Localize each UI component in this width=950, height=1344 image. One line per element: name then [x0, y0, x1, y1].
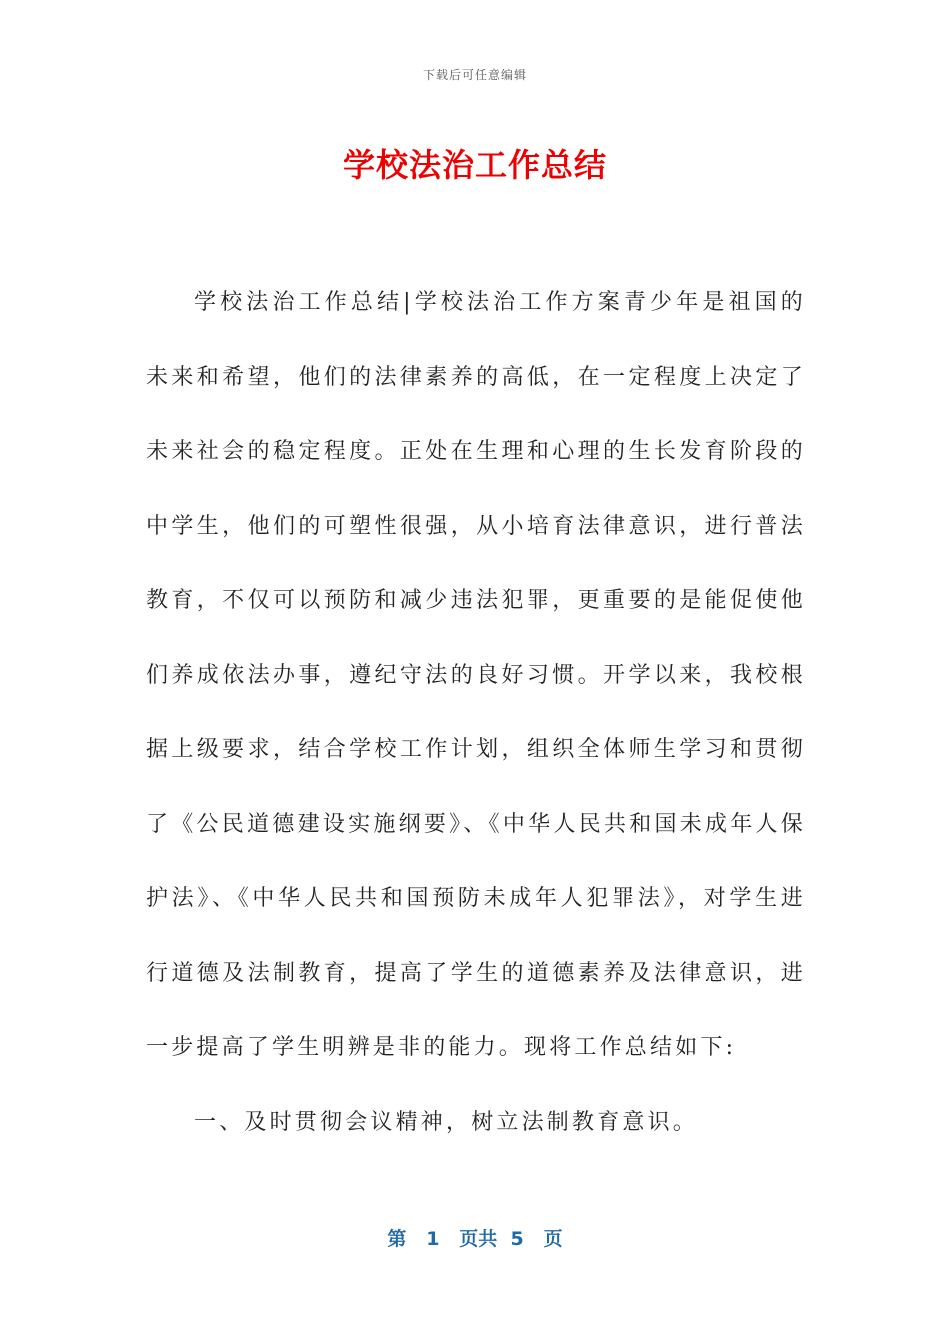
page-footer: [0, 1224, 950, 1251]
body-paragraph-1: 学校法治工作总结|学校法治工作方案青少年是祖国的未来和希望，他们的法律素养的高低，在一定程度上决定了未来社会的稳定程度。正处在生理和心理的生长发育阶段的中学生，他们的可塑性很强，从小培育法律意识，进行普法教育，不仅可以预防和减少违法犯罪，更重要的是能促使他们养成依法办事，遵纪守法的良好习惯。开学以来，我校根据上级要求，结合学校工作计划，组织全体师生学习和贯彻了《公民道德建设实施纲要》、《中华人民共和国未成年人保护法》、《中华人民共和国预防未成年人犯罪法》，对学生进行道德及法制教育，提高了学生的道德素养及法律意识，进一步提高了学生明辨是非的能力。现将工作总结如下:: [146, 290, 806, 1060]
footer-suffix: 页: [543, 1228, 563, 1250]
header-note: 下载后可任意编辑: [422, 68, 527, 82]
footer-current-page: 1: [426, 1228, 440, 1250]
footer-total-pages: 5: [510, 1228, 524, 1250]
footer-prefix: 第: [387, 1228, 407, 1250]
document-body: [146, 266, 806, 1160]
footer-middle: 页共: [459, 1228, 498, 1250]
body-paragraph-2: 一、及时贯彻会议精神，树立法制教育意识。: [194, 1109, 699, 1135]
document-title: 学校法治工作总结: [342, 146, 607, 184]
